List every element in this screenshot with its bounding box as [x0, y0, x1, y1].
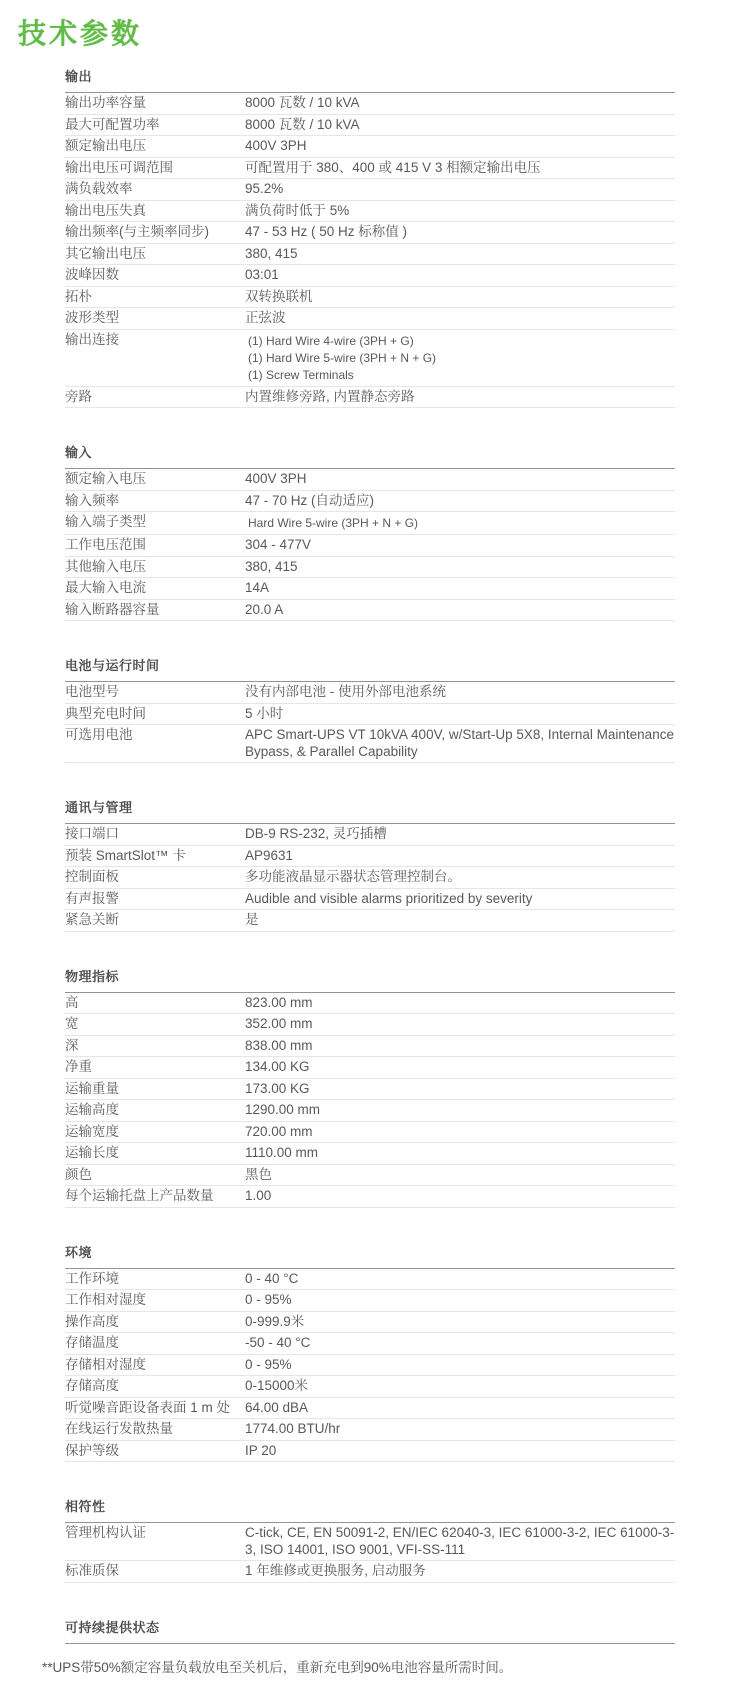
- spec-row: [65, 469, 675, 491]
- spec-value: C-tick, CE, EN 50091-2, EN/IEC 62040-3, IEC 61000-3-2, IEC 61000-3-3, ISO 14001, ISO 9001, VFI-SS-111: [245, 1525, 675, 1557]
- spec-row: [65, 158, 675, 180]
- spec-section: [65, 1242, 675, 1463]
- spec-section: [65, 442, 675, 621]
- spec-value: 0-999.9米: [245, 1313, 305, 1329]
- spec-label: 净重: [65, 1059, 92, 1074]
- spec-label: 运输长度: [65, 1145, 119, 1160]
- spec-value-line: (1) Hard Wire 5-wire (3PH + N + G): [248, 350, 437, 365]
- spec-row: [65, 824, 675, 846]
- spec-value: 满负荷时低于 5%: [245, 202, 350, 218]
- spec-section: [65, 655, 675, 763]
- spec-value: 173.00 KG: [245, 1080, 310, 1096]
- spec-label: 额定输入电压: [65, 471, 146, 486]
- spec-row: [65, 846, 675, 868]
- spec-value: 8000 瓦数 / 10 kVA: [245, 95, 360, 110]
- spec-value: 内置维修旁路, 内置静态旁路: [245, 388, 415, 404]
- section-header: 可持续提供状态: [65, 1617, 675, 1644]
- spec-row: [65, 1186, 675, 1208]
- spec-value-line: (1) Hard Wire 4-wire (3PH + G): [248, 333, 414, 348]
- spec-value: 47 - 53 Hz ( 50 Hz 标称值 ): [245, 224, 408, 239]
- spec-label: 存储高度: [65, 1378, 119, 1393]
- spec-section: [65, 1496, 675, 1583]
- spec-label: 工作环境: [65, 1270, 119, 1286]
- spec-row: [65, 889, 675, 911]
- spec-label: 工作相对湿度: [65, 1292, 146, 1307]
- section-header: 输入: [65, 442, 675, 469]
- spec-label: 其它输出电压: [65, 245, 146, 261]
- spec-label: 预装 SmartSlot™ 卡: [65, 847, 186, 863]
- spec-row: [65, 725, 675, 763]
- spec-label: 深: [65, 1037, 79, 1053]
- spec-value: 134.00 KG: [245, 1059, 310, 1074]
- spec-row: [65, 115, 675, 137]
- spec-label: 输入断路器容量: [65, 601, 160, 617]
- spec-value: 0-15000米: [245, 1378, 309, 1393]
- spec-row: [65, 1398, 675, 1420]
- spec-row: [65, 330, 675, 387]
- spec-section: [65, 1617, 675, 1644]
- spec-row: [65, 1143, 675, 1165]
- spec-label: 颜色: [65, 1166, 92, 1182]
- spec-row: [65, 244, 675, 266]
- spec-label: 输出功率容量: [65, 95, 146, 110]
- spec-value: 黑色: [245, 1166, 272, 1182]
- spec-row: [65, 201, 675, 223]
- spec-label: 宽: [65, 1016, 79, 1031]
- spec-value: 1290.00 mm: [245, 1102, 321, 1117]
- spec-label: 可选用电池: [65, 727, 133, 742]
- spec-row: [65, 867, 675, 889]
- spec-value: 0 - 40 °C: [245, 1270, 299, 1286]
- spec-label: 波形类型: [65, 310, 119, 325]
- spec-row: [65, 1079, 675, 1101]
- spec-value: 400V 3PH: [245, 138, 307, 153]
- spec-row: [65, 682, 675, 704]
- spec-row: [65, 1269, 675, 1291]
- spec-label: 输出电压可调范围: [65, 159, 173, 175]
- spec-section: [65, 966, 675, 1208]
- spec-value: 380, 415: [245, 558, 298, 574]
- spec-value: 1110.00 mm: [245, 1145, 319, 1160]
- spec-row: [65, 993, 675, 1015]
- spec-value: 20.0 A: [245, 601, 284, 617]
- spec-label: 高: [65, 994, 79, 1010]
- spec-label: 接口端口: [65, 826, 119, 841]
- spec-label: 输出连接: [65, 331, 119, 347]
- spec-label: 每个运输托盘上产品数量: [65, 1188, 214, 1203]
- spec-value: 400V 3PH: [245, 471, 307, 486]
- spec-label: 有声报警: [65, 890, 119, 906]
- spec-value: 8000 瓦数 / 10 kVA: [245, 116, 360, 132]
- section-header: 电池与运行时间: [65, 655, 675, 682]
- spec-value: 823.00 mm: [245, 994, 313, 1010]
- spec-row: [65, 222, 675, 244]
- spec-section: [65, 66, 675, 408]
- spec-row: [65, 1561, 675, 1583]
- spec-value: 是: [245, 912, 259, 927]
- spec-row: [65, 1290, 675, 1312]
- spec-label: 管理机构认证: [65, 1525, 146, 1540]
- spec-value: 14A: [245, 580, 270, 595]
- spec-value: Hard Wire 5-wire (3PH + N + G): [248, 516, 419, 530]
- spec-label: 最大输入电流: [65, 580, 146, 595]
- spec-label: 典型充电时间: [65, 705, 146, 721]
- spec-label: 旁路: [65, 388, 92, 404]
- spec-value: 03:01: [245, 267, 279, 282]
- spec-label: 额定输出电压: [65, 138, 146, 153]
- spec-label: 控制面板: [65, 869, 119, 884]
- spec-row: [65, 1036, 675, 1058]
- spec-value: APC Smart-UPS VT 10kVA 400V, w/Start-Up 5X8, Internal Maintenance Bypass, & Parallel Capability: [245, 727, 674, 759]
- spec-label: 工作电压范围: [65, 537, 146, 552]
- spec-row: [65, 1355, 675, 1377]
- spec-value: 47 - 70 Hz (自动适应): [245, 492, 375, 508]
- spec-row: [65, 387, 675, 409]
- spec-label: 标准质保: [65, 1563, 119, 1578]
- spec-value: 双转换联机: [245, 288, 313, 304]
- spec-row: [65, 1523, 675, 1561]
- spec-value: 838.00 mm: [245, 1037, 313, 1053]
- section-header: 物理指标: [65, 966, 675, 993]
- spec-row: [65, 179, 675, 201]
- spec-label: 存储温度: [65, 1335, 119, 1350]
- spec-value: 5 小时: [245, 705, 284, 721]
- spec-value: 1 年维修或更换服务, 启动服务: [245, 1563, 426, 1578]
- section-header: 环境: [65, 1242, 675, 1269]
- spec-value: 1.00: [245, 1188, 272, 1203]
- spec-label: 运输重量: [65, 1080, 119, 1096]
- spec-value: 多功能液晶显示器状态管理控制台。: [245, 869, 461, 884]
- spec-label: 输入频率: [65, 492, 119, 508]
- spec-value: 1774.00 BTU/hr: [245, 1421, 341, 1436]
- spec-label: 保护等级: [65, 1442, 119, 1458]
- spec-row: [65, 600, 675, 622]
- spec-label: 存储相对湿度: [65, 1356, 146, 1372]
- spec-label: 电池型号: [65, 684, 119, 699]
- spec-row: [65, 704, 675, 726]
- spec-row: [65, 308, 675, 330]
- spec-value: 95.2%: [245, 181, 284, 196]
- spec-row: [65, 287, 675, 309]
- spec-label: 输出电压失真: [65, 202, 146, 218]
- spec-row: [65, 265, 675, 287]
- section-header: 相符性: [65, 1496, 675, 1523]
- spec-label: 拓朴: [65, 288, 92, 304]
- spec-label: 满负载效率: [65, 181, 133, 196]
- spec-row: [65, 1333, 675, 1355]
- spec-label: 紧急关断: [65, 912, 119, 927]
- spec-value: 0 - 95%: [245, 1292, 292, 1307]
- footnote: **UPS带50%额定容量负载放电至关机后，重新充电到90%电池容量所需时间。: [42, 1659, 513, 1675]
- spec-value-line: (1) Screw Terminals: [248, 367, 354, 382]
- spec-row: [65, 1376, 675, 1398]
- spec-label: 最大可配置功率: [65, 116, 160, 132]
- spec-value: 可配置用于 380、400 或 415 V 3 相额定输出电压: [245, 159, 541, 175]
- spec-row: [65, 136, 675, 158]
- section-header: 输出: [65, 66, 675, 93]
- spec-value: [245, 332, 675, 384]
- spec-row: [65, 535, 675, 557]
- spec-label: 运输宽度: [65, 1123, 119, 1139]
- spec-value: 正弦波: [245, 310, 286, 325]
- spec-label: 输出频率(与主频率同步): [65, 224, 209, 239]
- section-header: 通讯与管理: [65, 797, 675, 824]
- spec-label: 操作高度: [65, 1313, 119, 1329]
- spec-value: 304 - 477V: [245, 537, 312, 552]
- spec-table: [65, 66, 675, 1644]
- spec-label: 在线运行发散热量: [65, 1421, 173, 1436]
- spec-row: [65, 1441, 675, 1463]
- spec-row: [65, 512, 675, 535]
- spec-row: [65, 1057, 675, 1079]
- spec-row: [65, 1419, 675, 1441]
- spec-value: AP9631: [245, 847, 294, 863]
- spec-row: [65, 910, 675, 932]
- page-title: 技术参数: [18, 18, 143, 49]
- spec-value: -50 - 40 °C: [245, 1335, 311, 1350]
- spec-row: [65, 491, 675, 513]
- spec-value: 没有内部电池 - 使用外部电池系统: [245, 684, 446, 699]
- spec-value: 352.00 mm: [245, 1016, 313, 1031]
- spec-row: [65, 578, 675, 600]
- spec-value: 720.00 mm: [245, 1123, 313, 1139]
- spec-row: [65, 93, 675, 115]
- spec-label: 听觉噪音距设备表面 1 m 处: [65, 1399, 231, 1415]
- spec-row: [65, 1312, 675, 1334]
- spec-value: 0 - 95%: [245, 1356, 292, 1372]
- spec-value: 64.00 dBA: [245, 1399, 309, 1415]
- spec-value: 380, 415: [245, 245, 298, 261]
- spec-value: IP 20: [245, 1442, 277, 1458]
- spec-label: 运输高度: [65, 1102, 119, 1117]
- spec-value: Audible and visible alarms prioritized by severity: [245, 890, 533, 906]
- spec-label: 波峰因数: [65, 267, 119, 282]
- spec-section: [65, 797, 675, 932]
- spec-label: 输入端子类型: [65, 514, 146, 529]
- spec-label: 其他输入电压: [65, 558, 146, 574]
- spec-value: DB-9 RS-232, 灵巧插槽: [245, 826, 387, 841]
- spec-row: [65, 1014, 675, 1036]
- spec-row: [65, 1122, 675, 1144]
- spec-row: [65, 1100, 675, 1122]
- spec-row: [65, 1165, 675, 1187]
- spec-row: [65, 557, 675, 579]
